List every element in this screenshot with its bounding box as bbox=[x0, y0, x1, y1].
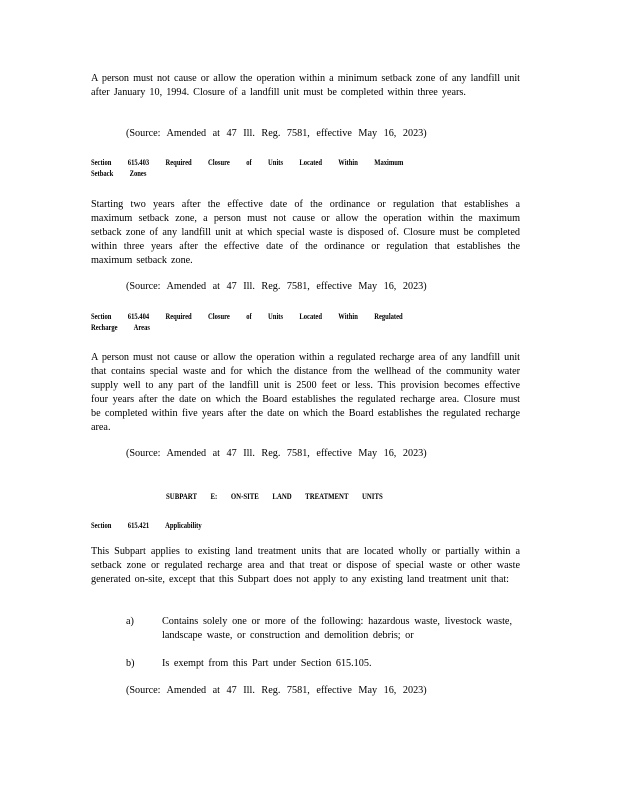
source-note: (Source: Amended at 47 Ill. Reg. 7581, effective May 16, 2023) bbox=[126, 448, 427, 459]
section-heading-615-421: Section 615.421 Applicability bbox=[91, 521, 202, 530]
list-item-a-text: Contains solely one or more of the following: hazardous waste, livestock waste, landscape waste, or construction and demolition debris; or bbox=[162, 616, 512, 641]
source-note: (Source: Amended at 47 Ill. Reg. 7581, effective May 16, 2023) bbox=[126, 128, 427, 139]
list-item-b-label: b) bbox=[126, 658, 135, 669]
list-item-a-label: a) bbox=[126, 616, 134, 627]
section-heading-615-403: Section 615.403 Required Closure of Units Located Within Maximum Setback Zones bbox=[91, 158, 404, 178]
source-note: (Source: Amended at 47 Ill. Reg. 7581, effective May 16, 2023) bbox=[126, 685, 427, 696]
subpart-heading: SUBPART E: ON-SITE LAND TREATMENT UNITS bbox=[166, 492, 383, 501]
paragraph-applicability: This Subpart applies to existing land treatment units that are located wholly or partially within a setback zone or regulated recharge area and that treat or dispose of special waste or other waste generated on-site, except that this Subpart does not apply to any existing land treatment unit that: bbox=[91, 546, 520, 585]
paragraph-maximum-setback: Starting two years after the effective date of the ordinance or regulation that establishes a maximum setback zone, a person must not cause or allow the operation within the maximum setback zone of any landfill unit at which special waste is disposed of. Closure must be completed within three years after the effective date of the ordinance or regulation that establishes the maximum setback zone. bbox=[91, 199, 520, 266]
source-note: (Source: Amended at 47 Ill. Reg. 7581, effective May 16, 2023) bbox=[126, 281, 427, 292]
paragraph-minimum-setback: A person must not cause or allow the operation within a minimum setback zone of any landfill unit after January 10, 1994. Closure of a landfill unit must be completed within three years. bbox=[91, 73, 520, 98]
paragraph-regulated-recharge: A person must not cause or allow the operation within a regulated recharge area of any landfill unit that contains special waste and for which the distance from the wellhead of the community water supply well to any part of the landfill unit is 2500 feet or less. This provision becomes effective four years after the date on which the Board establishes the regulated recharge area. Closure must be completed within five years after the date on which the Board establishes the regulated recharge area. bbox=[91, 352, 520, 433]
section-heading-615-404: Section 615.404 Required Closure of Units Located Within Regulated Recharge Areas bbox=[91, 312, 403, 332]
list-item-b-text: Is exempt from this Part under Section 615.105. bbox=[162, 658, 372, 669]
